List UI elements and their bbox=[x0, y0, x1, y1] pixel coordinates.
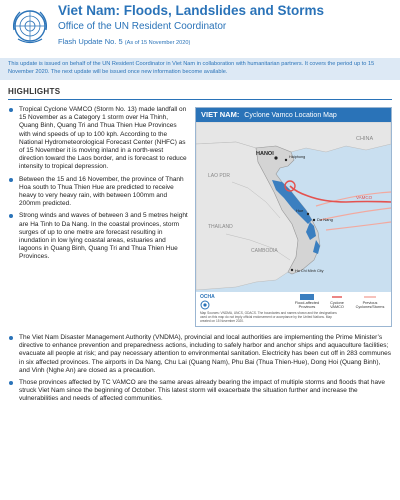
flash-update-label: Flash Update No. 5 bbox=[58, 37, 123, 46]
bullet-icon bbox=[9, 381, 13, 385]
highlight-item bbox=[8, 106, 189, 172]
map-label-hanoi: HANOI bbox=[256, 151, 274, 157]
highlight-item bbox=[8, 176, 189, 209]
legend-label-cyclone: Cyclone VAMCO bbox=[330, 301, 344, 310]
map-label-china: CHINA bbox=[356, 136, 374, 142]
legend-previous bbox=[352, 294, 388, 310]
map-title: Cyclone Vamco Location Map bbox=[244, 112, 337, 119]
report-header bbox=[0, 0, 400, 58]
highlight-text: Strong winds and waves of between 3 and 5 metres height are Ha Tinh to Da Nang. In the coastal provinces, storm surges of up to one metre are forecast resulting in inundation in low lying coastal areas, estuaries and lagoons in Quang Binh, Quang Tri and Thua Thien Hue Provinces. bbox=[19, 212, 188, 261]
map-canvas bbox=[196, 122, 391, 292]
highlights-list-full bbox=[8, 334, 392, 408]
legend-affected bbox=[290, 294, 324, 310]
highlight-item bbox=[8, 379, 392, 404]
map-label-hcmc: Ho Chi Minh City bbox=[295, 269, 324, 273]
city-dot-danang bbox=[313, 219, 315, 221]
city-dot-hcmc bbox=[291, 269, 293, 271]
intro-note: This update is issued on behalf of the UN Resident Coordinator in Viet Nam in collaboration with humanitarian partners. It covers the period up to 15 November 2020. The next update will be issued once new information become available. bbox=[0, 58, 400, 80]
highlight-item bbox=[8, 212, 189, 261]
city-dot-hanoi bbox=[274, 156, 277, 159]
map-label-thailand: THAILAND bbox=[208, 224, 233, 230]
legend-swatch-previous bbox=[364, 294, 376, 300]
ocha-logo-icon bbox=[200, 300, 210, 310]
highlight-text: Those provinces affected by TC VAMCO are the same areas already bearing the impact of multiple storms and floods that have struck Viet Nam since the beginning of October. This latest storm will exacerbate the situation further and increase the vulnerabilities and needs of affected communities. bbox=[19, 379, 385, 403]
un-emblem-icon bbox=[10, 6, 50, 46]
map-label-haiphong: Haiphong bbox=[289, 155, 306, 159]
map-sources: Map Sources: VNDMA, UNCS, GDACS. The boundaries and names shown and the designations used on this map do not imply official endorsement or acceptance by the United Nations. Map created on 15 November 2020. bbox=[200, 311, 337, 323]
highlights-divider bbox=[8, 99, 392, 100]
highlight-text: Tropical Cyclone VAMCO (Storm No. 13) made landfall on 15 November as a Category 1 storm over Ha Thinh, Quang Binh, Quang Tri and Thua Thien Hue Provinces with wind speeds of up to 100 kph. According to the National Hydrometeorological Forecast Center (NHFC) as of 15 November it is moving inland in a north-west direction toward the Laos border, and is forecast to reduce intensity to tropical depression. bbox=[19, 106, 187, 171]
map-label-vamco: VAMCO bbox=[356, 195, 373, 200]
map-country: VIET NAM: bbox=[201, 110, 240, 119]
highlights-heading: HIGHLIGHTS bbox=[8, 87, 61, 96]
legend-swatch-cyclone bbox=[332, 294, 342, 300]
location-map bbox=[195, 107, 392, 327]
ocha-label: OCHA bbox=[200, 294, 215, 300]
bullet-icon bbox=[9, 178, 13, 182]
page-subtitle: Office of the UN Resident Coordinator bbox=[58, 21, 227, 32]
legend-label-previous: Previous Cyclones/Storms bbox=[355, 301, 385, 310]
map-label-cambodia: CAMBODIA bbox=[251, 248, 278, 254]
legend-cyclone bbox=[324, 294, 350, 310]
bullet-icon bbox=[9, 336, 13, 340]
bullet-icon bbox=[9, 108, 13, 112]
highlights-list-left bbox=[8, 106, 189, 266]
legend-label-affected: Flood-affected Provinces bbox=[294, 301, 320, 310]
bullet-icon bbox=[9, 214, 13, 218]
map-title-bar bbox=[196, 108, 391, 122]
highlight-item bbox=[8, 334, 392, 375]
map-label-lao: LAO PDR bbox=[208, 173, 230, 179]
flash-update-line bbox=[58, 37, 190, 46]
page-title: Viet Nam: Floods, Landslides and Storms bbox=[58, 3, 325, 18]
highlight-text: The Viet Nam Disaster Management Authority (VNDMA), provincial and local authorities are implementing the Prime Minister’s directive to enhance prevention and preparedness actions, including to safely harbor and anchor ships and aquaculture facilities; evacuate all people at risk; and pay necessary attention to environmental sanitation. Electricity has been cut off in 283 communes in six affected provinces. The airports in Da Nang, Chu Lai (Quang Nam), Phu Bai (Thua Thien-Hue), Dong Hoi (Quang Binh), and Vinh (Nghe An) are closed as a precaution. bbox=[19, 334, 392, 374]
city-dot-haiphong bbox=[285, 159, 287, 161]
map-footer bbox=[196, 292, 391, 326]
city-dot-hue bbox=[307, 213, 309, 215]
map-label-hue: Hue bbox=[296, 208, 304, 213]
highlight-text: Between the 15 and 16 November, the province of Thanh Hoa south to Thua Thien Hue are predicted to receive heavy to very heavy rain, with between 100mm and 200mm predicted. bbox=[19, 175, 184, 208]
legend-swatch-affected bbox=[300, 294, 314, 300]
flash-update-date: (As of 15 November 2020) bbox=[124, 40, 191, 46]
map-label-danang: Da Nang bbox=[317, 217, 333, 222]
